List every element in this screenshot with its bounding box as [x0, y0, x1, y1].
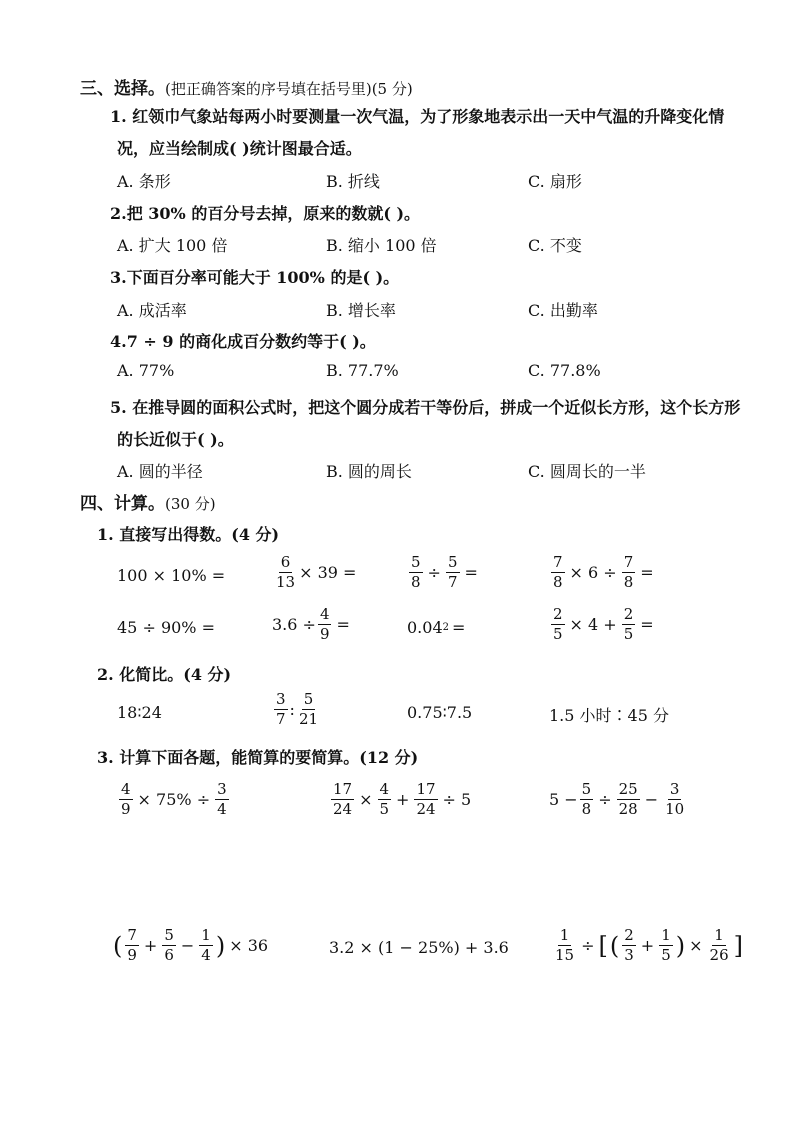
- calc-q3-expr-3: 5 − $\frac{5}{8}$ ÷ $\frac{25}{28}$ − $\frac{3}{10}$: [549, 780, 685, 818]
- mc-q1-option-c: C. 扇形: [528, 172, 582, 191]
- calc-q1-expr-4: $\frac{7}{8}$ × 6 ÷ $\frac{7}{8}$ =: [553, 553, 654, 591]
- fraction: $\frac{4}{9}$: [319, 605, 330, 643]
- calc-q1-expr-5: 45 ÷ 90% =: [117, 618, 215, 637]
- mc-q1-line1: 1. 红领巾气象站每两小时要测量一次气温，为了形象地表示出一天中气温的升降变化情: [110, 107, 725, 126]
- calc-q2-expr-4: 1.5 小时∶45 分: [549, 706, 669, 725]
- mc-q4-option-c: C. 77.8%: [528, 361, 601, 380]
- fraction: $\frac{5}{21}$: [298, 690, 319, 728]
- mc-q2-option-b: B. 缩小 100 倍: [326, 236, 437, 255]
- mc-q2-option-a: A. 扩大 100 倍: [117, 236, 228, 255]
- mc-q1-line2: 况，应当绘制成( )统计图最合适。: [117, 139, 362, 158]
- mc-q4-option-b: B. 77.7%: [326, 361, 399, 380]
- section-3-heading: [80, 74, 413, 99]
- fraction: $\frac{3}{4}$: [217, 780, 227, 818]
- fraction: $\frac{6}{13}$: [276, 553, 296, 591]
- section-3-title: 三、选择。: [80, 79, 165, 99]
- calc-q1-expr-8: $\frac{2}{5}$ × 4 + $\frac{2}{5}$ =: [553, 605, 654, 643]
- calc-q1-expr-2: $\frac{6}{13}$ × 39 =: [276, 553, 357, 591]
- fraction: $\frac{7}{9}$: [127, 926, 137, 964]
- fraction: $\frac{25}{28}$: [618, 780, 638, 818]
- calc-q2-expr-2: $\frac{3}{7}$ : $\frac{5}{21}$: [276, 690, 319, 728]
- section-3-note: (把正确答案的序号填在括号里)(5 分): [165, 80, 413, 98]
- calc-q1-expr-3: $\frac{5}{8}$ ÷ $\frac{5}{7}$ =: [411, 553, 478, 591]
- calc-q3-expr-5: 3.2 × (1 − 25%) + 3.6: [329, 938, 509, 957]
- mc-q4-option-a: A. 77%: [117, 361, 175, 380]
- fraction: $\frac{7}{8}$: [623, 553, 634, 591]
- fraction: $\frac{5}{7}$: [447, 553, 458, 591]
- section-4-title: 四、计算。: [80, 494, 165, 514]
- mc-q5-option-a: A. 圆的半径: [117, 462, 203, 481]
- calc-q3-expr-1: $\frac{4}{9}$ × 75% ÷ $\frac{3}{4}$: [121, 780, 227, 818]
- calc-q2-title: 2. 化简比。(4 分): [97, 665, 232, 684]
- calc-q3-expr-4: ( $\frac{7}{9}$ + $\frac{5}{6}$ − $\frac{1}{4}$ ) × 36: [113, 926, 269, 964]
- fraction: $\frac{2}{3}$: [624, 926, 634, 964]
- mc-q3-line1: 3.下面百分率可能大于 100% 的是( )。: [110, 268, 400, 287]
- mc-q3-option-a: A. 成活率: [117, 301, 187, 320]
- fraction: $\frac{1}{4}$: [201, 926, 211, 964]
- fraction: $\frac{5}{8}$: [581, 780, 592, 818]
- section-4-note: (30 分): [165, 495, 216, 513]
- fraction: $\frac{1}{15}$: [555, 926, 575, 964]
- section-4-heading: [80, 489, 216, 514]
- mc-q5-option-b: B. 圆的周长: [326, 462, 412, 481]
- mc-q3-option-b: B. 增长率: [326, 301, 396, 320]
- fraction: $\frac{3}{10}$: [665, 780, 685, 818]
- fraction: $\frac{3}{7}$: [276, 690, 286, 728]
- fraction: $\frac{5}{8}$: [411, 553, 421, 591]
- calc-q2-expr-3: 0.75∶7.5: [407, 703, 473, 722]
- fraction: $\frac{4}{9}$: [121, 780, 131, 818]
- mc-q5-line2: 的长近似于( )。: [117, 430, 234, 449]
- fraction: $\frac{1}{26}$: [709, 926, 729, 964]
- mc-q2-line1: 2.把 30% 的百分号去掉，原来的数就( )。: [110, 204, 421, 223]
- fraction: $\frac{5}{6}$: [164, 926, 174, 964]
- fraction: $\frac{4}{5}$: [379, 780, 390, 818]
- fraction: $\frac{7}{8}$: [553, 553, 563, 591]
- calc-q1-expr-6: 3.6 ÷ $\frac{4}{9}$ =: [272, 605, 350, 643]
- mc-q5-line1: 5. 在推导圆的面积公式时，把这个圆分成若干等份后，拼成一个近似长方形，这个长方形: [110, 398, 741, 417]
- calc-q1-expr-7: 0.04 2 =: [407, 618, 466, 637]
- fraction: $\frac{2}{5}$: [553, 605, 563, 643]
- mc-q5-option-c: C. 圆周长的一半: [528, 462, 646, 481]
- mc-q4-line1: 4.7 ÷ 9 的商化成百分数约等于( )。: [110, 332, 376, 351]
- fraction: $\frac{1}{5}$: [661, 926, 671, 964]
- fraction: $\frac{17}{24}$: [333, 780, 353, 818]
- calc-q3-expr-6: $\frac{1}{15}$ ÷ [ ( $\frac{2}{3}$ + $\frac{1}{5}$ ) × $\frac{1}{26}$ ]: [555, 926, 743, 964]
- calc-q3-title: 3. 计算下面各题，能简算的要简算。(12 分): [97, 748, 419, 767]
- mc-q2-option-c: C. 不变: [528, 236, 582, 255]
- calc-q1-expr-1: 100 × 10% =: [117, 566, 226, 585]
- calc-q2-expr-1: 18∶24: [117, 703, 162, 722]
- calc-q3-expr-2: $\frac{17}{24}$ × $\frac{4}{5}$ + $\frac{17}{24}$ ÷ 5: [333, 780, 472, 818]
- mc-q1-option-b: B. 折线: [326, 172, 380, 191]
- calc-q1-title: 1. 直接写出得数。(4 分): [97, 525, 280, 544]
- fraction: $\frac{2}{5}$: [623, 605, 634, 643]
- mc-q1-option-a: A. 条形: [117, 172, 171, 191]
- mc-q3-option-c: C. 出勤率: [528, 301, 598, 320]
- fraction: $\frac{17}{24}$: [416, 780, 436, 818]
